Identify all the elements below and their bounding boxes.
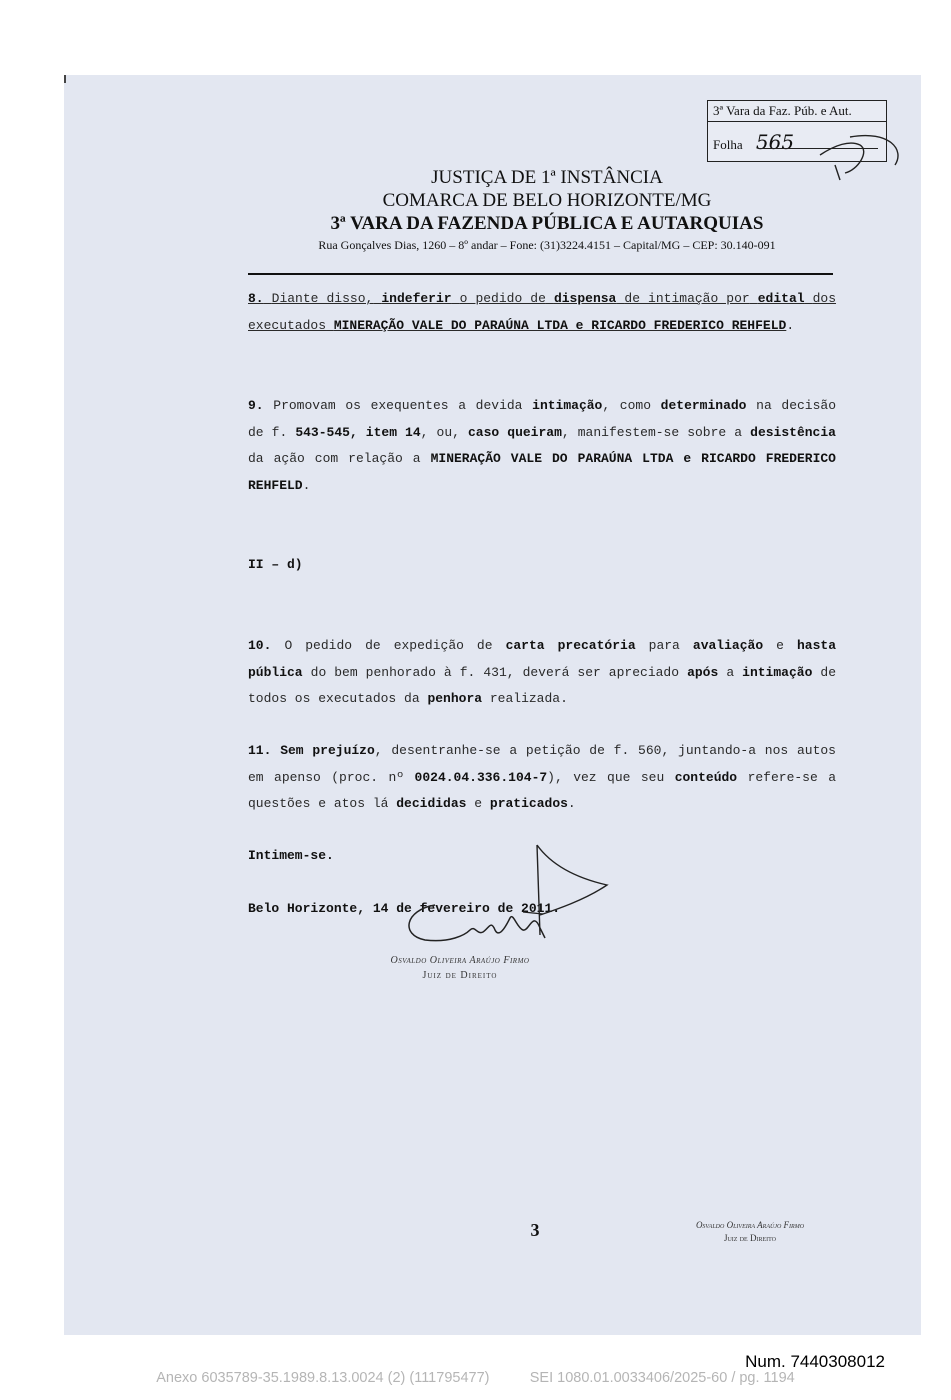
p10-num: 10.	[248, 638, 272, 653]
p10-bold: carta precatória	[505, 638, 636, 653]
p10-text: de todos os executados da	[248, 664, 837, 706]
p10-bold: após	[687, 664, 719, 680]
anexo-reference: Anexo 6035789-35.1989.8.13.0024 (2) (111795477) SEI 1080.01.0033406/2025-60 / pg. 1194	[156, 1370, 795, 1386]
p8-text: de intimação por	[624, 291, 750, 306]
p10-bold: hasta pública	[248, 638, 837, 680]
p11-num: 11.	[248, 743, 272, 758]
stamp-folha-label: Folha	[713, 137, 743, 152]
p9-bold: intimação	[532, 398, 603, 413]
p9-bold: determinado	[660, 398, 747, 413]
p9-text: , manifestem-se sobre a	[561, 424, 743, 440]
p8-text: Diante disso,	[271, 291, 374, 306]
p8-text: .	[786, 317, 795, 333]
header-address: Rua Gonçalves Dias, 1260 – 8º andar – Fone: (31)3224.4151 – Capital/MG – CEP: 30.140-091	[318, 238, 776, 252]
p10-text: do bem penhorado à f. 431, deverá ser apreciado	[310, 664, 680, 680]
signature-name: Osvaldo Oliveira Araújo Firmo	[390, 955, 530, 966]
paragraph-9	[248, 393, 836, 499]
p10-text: a	[726, 664, 735, 680]
p9-bold: 543-545, item 14	[295, 424, 421, 440]
p10-bold: avaliação	[692, 638, 764, 653]
stamp-folha-number: 565	[755, 130, 795, 154]
header-rule	[248, 273, 833, 275]
p11-bold: conteúdo	[674, 769, 738, 785]
p8-text: o pedido de	[459, 291, 546, 306]
p11-text: refere-se a questões e atos lá	[248, 769, 836, 811]
margin-mark	[64, 75, 66, 83]
p8-underlined	[248, 291, 836, 333]
p10-bold: intimação	[742, 664, 813, 680]
paragraph-11	[248, 738, 836, 818]
header-line1: JUSTIÇA DE 1ª INSTÂNCIA	[431, 167, 663, 188]
p11-text: e	[474, 796, 483, 811]
stamp-court: 3ª Vara da Faz. Púb. e Aut.	[708, 101, 886, 122]
p8-bold: dispensa	[553, 291, 617, 306]
p11-text: .	[567, 796, 576, 811]
p11-bold: praticados	[489, 796, 568, 811]
footer-judge-title: Juiz de Direito	[723, 1233, 777, 1243]
p10-text: realizada.	[489, 691, 568, 706]
p8-bold: edital	[757, 291, 805, 306]
p11-text: ), vez que seu	[547, 769, 665, 785]
p10-text: para	[648, 638, 680, 653]
p9-text: , ou,	[420, 424, 460, 440]
p8-bold: indeferir	[381, 291, 452, 306]
p11-bold: Sem prejuízo	[280, 743, 375, 758]
p11-bold: decididas	[396, 796, 467, 811]
p11-bold: 0024.04.336.104-7	[414, 769, 548, 785]
p10-bold: penhora	[427, 691, 483, 706]
p9-bold: caso queiram	[468, 424, 562, 440]
p9-bold: MINERAÇÃO VALE DO PARAÚNA LTDA e RICARDO FREDERICO REHFELD	[248, 451, 836, 493]
page-number: 3	[530, 1220, 540, 1240]
section-heading: II – d)	[248, 557, 303, 572]
p8-num: 8.	[248, 291, 264, 306]
p9-text: na decisão de f.	[248, 398, 837, 440]
handwritten-signature	[395, 840, 625, 950]
p11-text: , desentranhe-se a petição de f. 560, juntando-a nos autos em apenso (proc. nº	[248, 743, 836, 785]
p9-text: .	[302, 477, 311, 493]
p9-bold: desistência	[750, 424, 836, 440]
p9-num: 9.	[248, 398, 264, 413]
p10-text: O pedido de expedição de	[284, 638, 493, 653]
paragraph-8	[248, 286, 836, 339]
p9-text: da ação com relação a	[248, 451, 421, 466]
header-line2: COMARCA DE BELO HORIZONTE/MG	[382, 190, 712, 211]
date-line: Belo Horizonte, 14 de fevereiro de 2011.	[248, 901, 561, 916]
footer-judge-name: Osvaldo Oliveira Araújo Firmo	[695, 1220, 805, 1230]
header-line3: 3ª VARA DA FAZENDA PÚBLICA E AUTARQUIAS	[330, 213, 764, 234]
p8-bold: MINERAÇÃO VALE DO PARAÚNA LTDA e RICARDO FREDERICO REHFELD	[333, 317, 787, 333]
p9-text: Promovam os exequentes a devida	[273, 398, 523, 413]
p10-text: e	[776, 638, 784, 653]
document-number: Num. 7440308012	[745, 1352, 885, 1371]
signature-title: Juiz de Direito	[422, 970, 498, 981]
paragraph-10	[248, 633, 836, 713]
p9-text: , como	[602, 398, 652, 413]
p8-text: dos executados	[248, 291, 837, 333]
intimem-line: Intimem-se.	[248, 848, 334, 863]
